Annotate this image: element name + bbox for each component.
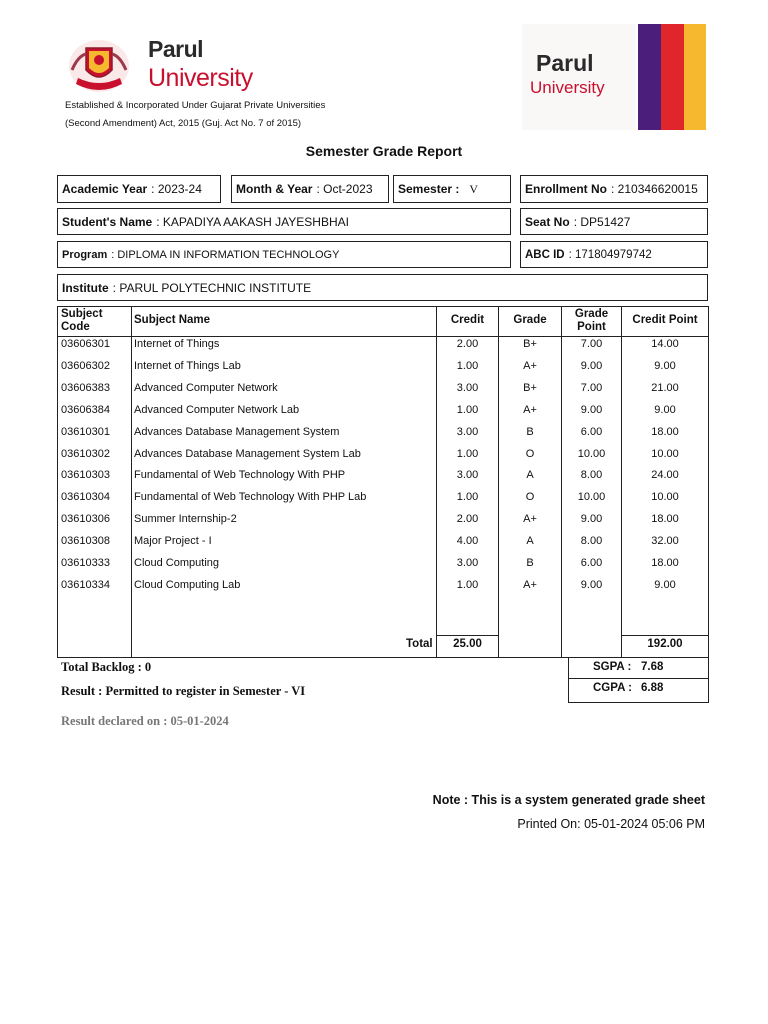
subject-code: 03610301: [61, 425, 110, 438]
credit: 2.00: [456, 513, 479, 526]
sgpa-box: [568, 657, 709, 679]
subject-code: 03610308: [61, 535, 110, 548]
cgpa-box: [568, 679, 709, 703]
subject-name: Summer Internship-2: [134, 513, 237, 526]
subject-name: Advances Database Management System Lab: [134, 447, 361, 460]
subject-name: Advances Database Management System: [134, 425, 340, 438]
sgpa-value: 7.68: [641, 661, 664, 673]
grade-point: 10.00: [577, 447, 606, 460]
student-name-value: : KAPADIYA AAKASH JAYESHBHAI: [156, 214, 349, 229]
system-note: Note : This is a system generated grade sheet: [432, 793, 705, 807]
credit-point: 18.00: [651, 557, 679, 569]
logo-left-name: Parul: [148, 36, 204, 62]
logo-right-name2: University: [530, 78, 605, 97]
result-text: Result : Permitted to register in Semester - VI: [61, 684, 306, 698]
header-subject-code-1: Subject: [61, 308, 103, 320]
institute-value: : PARUL POLYTECHNIC INSTITUTE: [112, 280, 312, 295]
university-crest-icon: [64, 34, 134, 98]
enrollment-label: Enrollment No: [525, 182, 608, 196]
institute-label: Institute: [62, 280, 109, 295]
header-subject-name: Subject Name: [134, 314, 211, 326]
logo-left-name2: University: [148, 64, 253, 92]
grade: A+: [523, 403, 537, 416]
grade-point: 8.00: [580, 469, 603, 482]
subject-name: Cloud Computing: [134, 557, 219, 569]
page-title: Semester Grade Report: [305, 143, 463, 159]
subject-name: Advanced Computer Network: [134, 381, 278, 394]
semester-label: Semester :: [398, 182, 460, 196]
grade: A: [526, 535, 534, 548]
seat-no-box: [520, 208, 708, 235]
credit-point: 21.00: [651, 381, 679, 394]
credit: 1.00: [456, 447, 479, 460]
subject-name: Major Project - I: [134, 535, 212, 548]
enrollment-value: : 210346620015: [611, 182, 698, 196]
institute-box: [57, 274, 708, 301]
program-value: : DIPLOMA IN INFORMATION TECHNOLOGY: [111, 248, 340, 261]
grade: B: [526, 425, 534, 438]
subject-code: 03610333: [61, 557, 110, 569]
credit-point: 18.00: [651, 425, 679, 438]
subject-name: Fundamental of Web Technology With PHP: [134, 469, 346, 482]
subject-code: 03610306: [61, 513, 110, 526]
grade: B+: [523, 381, 537, 394]
grade: A: [526, 469, 534, 482]
result-declared: Result declared on : 05-01-2024: [61, 714, 229, 728]
cgpa-value: 6.88: [641, 682, 664, 694]
abc-id-value: : 171804979742: [568, 248, 652, 261]
subject-code: 03606383: [61, 381, 110, 394]
semester-value: V: [469, 181, 479, 196]
month-year-label: Month & Year: [236, 182, 313, 196]
grade-point: 9.00: [580, 359, 603, 372]
credit: 3.00: [456, 469, 479, 482]
header-grade-point-1: Grade: [574, 308, 609, 320]
credit-point: 32.00: [651, 535, 679, 548]
grade: A+: [523, 578, 537, 591]
credit-point: 9.00: [654, 578, 676, 591]
subject-code: 03610334: [61, 578, 110, 591]
grade: B+: [523, 338, 537, 350]
grade: O: [525, 491, 535, 504]
grade-point: 9.00: [580, 513, 603, 526]
subject-name: Cloud Computing Lab: [134, 578, 241, 591]
subject-code: 03610304: [61, 491, 110, 504]
credit-point: 14.00: [651, 338, 679, 350]
credit: 1.00: [456, 578, 479, 591]
credit-point: 24.00: [651, 469, 679, 482]
abc-id-label: ABC ID: [525, 248, 565, 261]
grade: A+: [523, 359, 537, 372]
established-line-1: Established & Incorporated Under Gujarat Private Universities: [65, 100, 326, 111]
academic-year-label: Academic Year: [62, 182, 148, 196]
subject-code: 03610303: [61, 469, 110, 482]
subject-code: 03610302: [61, 447, 110, 460]
header-credit: Credit: [450, 314, 485, 326]
subject-name: Internet of Things Lab: [134, 359, 241, 372]
header-grade: Grade: [513, 314, 547, 326]
student-name-label: Student's Name: [62, 214, 153, 229]
credit: 1.00: [456, 403, 479, 416]
subject-code: 03606302: [61, 359, 110, 372]
header-subject-code-2: Code: [61, 321, 90, 333]
grade: A+: [523, 513, 537, 526]
credit-point: 10.00: [651, 491, 679, 504]
established-line-2: (Second Amendment) Act, 2015 (Guj. Act No. 7 of 2015): [65, 118, 302, 129]
program-label: Program: [62, 248, 108, 261]
subject-code: 03606384: [61, 403, 110, 416]
cgpa-label: CGPA :: [593, 682, 632, 694]
month-year-box: [231, 175, 389, 203]
grade: O: [525, 447, 535, 460]
printed-on: Printed On: 05-01-2024 05:06 PM: [517, 817, 705, 831]
credit-point: 9.00: [654, 359, 676, 372]
credit: 3.00: [456, 381, 479, 394]
sgpa-label: SGPA :: [593, 661, 632, 673]
month-year-value: : Oct-2023: [316, 182, 373, 196]
subject-name: Internet of Things: [134, 338, 220, 350]
credit: 1.00: [456, 491, 479, 504]
brand-stripe-red: [661, 24, 684, 130]
credit-point: 18.00: [651, 513, 679, 526]
academic-year-box: [57, 175, 221, 203]
grade-point: 10.00: [577, 491, 606, 504]
header-credit-point: Credit Point: [632, 314, 698, 326]
header-grade-point-2: Point: [577, 321, 606, 333]
total-label: Total: [406, 638, 433, 650]
credit: 3.00: [456, 425, 479, 438]
enrollment-box: [520, 175, 708, 203]
seat-no-label: Seat No: [525, 214, 570, 229]
total-backlog: Total Backlog : 0: [61, 660, 152, 674]
brand-stripe-purple: [638, 24, 661, 130]
grade-point: 7.00: [580, 381, 603, 394]
grade-point: 7.00: [580, 338, 603, 350]
credit-point: 10.00: [651, 447, 679, 460]
credit: 3.00: [456, 557, 479, 569]
brand-stripe-yellow: [684, 24, 706, 130]
credit: 1.00: [456, 359, 479, 372]
grade-point: 9.00: [580, 403, 603, 416]
academic-year-value: : 2023-24: [151, 182, 202, 196]
abc-id-box: [520, 241, 708, 268]
program-box: [57, 241, 511, 268]
student-name-box: [57, 208, 511, 235]
total-credit-point: 192.00: [647, 638, 683, 650]
grade-point: 6.00: [580, 425, 603, 438]
seat-no-value: : DP51427: [573, 214, 631, 229]
grade-point: 8.00: [580, 535, 603, 548]
subject-name: Fundamental of Web Technology With PHP Lab: [134, 491, 367, 504]
semester-box: [393, 175, 511, 203]
grade-point: 9.00: [580, 578, 603, 591]
credit: 2.00: [456, 338, 479, 350]
credit: 4.00: [456, 535, 479, 548]
grade-point: 6.00: [580, 557, 603, 569]
university-logo-left: [64, 34, 253, 98]
logo-right-name: Parul: [536, 50, 594, 76]
subject-name: Advanced Computer Network Lab: [134, 403, 300, 416]
credit-point: 9.00: [654, 403, 676, 416]
subject-code: 03606301: [61, 338, 110, 350]
university-logo-right: [522, 24, 706, 130]
total-credit: 25.00: [453, 638, 482, 650]
grade: B: [526, 557, 534, 569]
